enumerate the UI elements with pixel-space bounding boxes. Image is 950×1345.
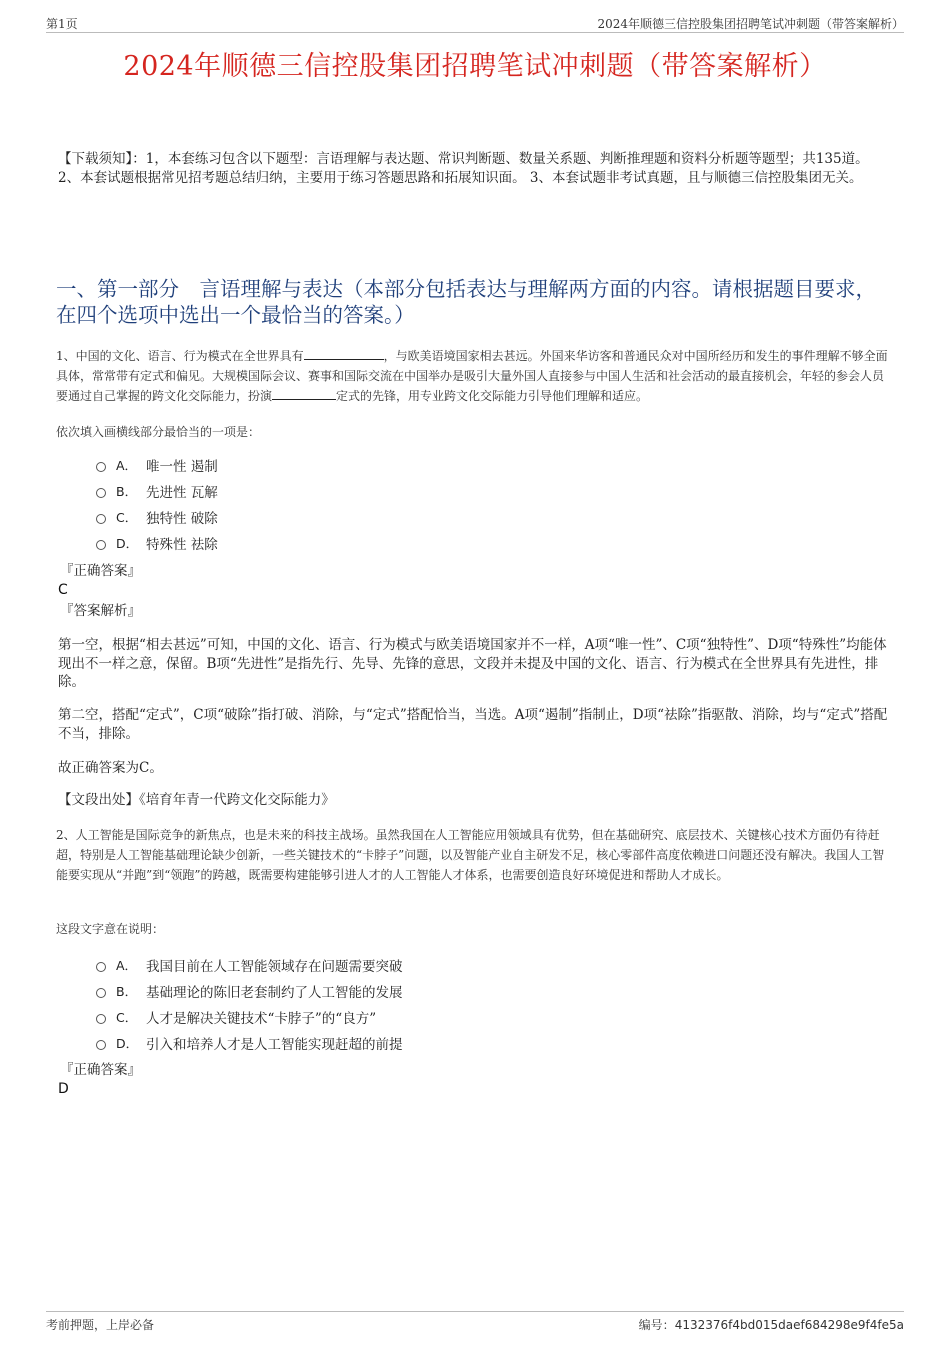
q1-option-c[interactable] xyxy=(96,504,596,530)
option-text: 特殊性 祛除 xyxy=(146,537,218,553)
option-text: 引入和培养人才是人工智能实现赶超的前提 xyxy=(146,1037,403,1053)
q1-option-d[interactable] xyxy=(96,530,596,556)
option-letter: C． xyxy=(116,510,138,525)
section-heading: 一、第一部分 言语理解与表达（本部分包括表达与理解两方面的内容。请根据题目要求，在四个选项中选出一个最恰当的答案。） xyxy=(56,277,876,327)
q1-answer-label: 『正确答案』 xyxy=(60,563,141,579)
q2-option-a[interactable] xyxy=(96,952,596,978)
question-2-prompt: 这段文字意在说明： xyxy=(56,922,165,936)
option-text: 独特性 破除 xyxy=(146,511,218,527)
q1-analysis-p3: 故正确答案为C。 xyxy=(58,760,163,776)
option-text: 人才是解决关键技术“卡脖子”的“良方” xyxy=(146,1011,377,1027)
q1-analysis-label: 『答案解析』 xyxy=(60,603,141,619)
radio-icon[interactable] xyxy=(96,540,106,550)
option-text: 我国目前在人工智能领域存在问题需要突破 xyxy=(146,959,403,975)
page-header xyxy=(46,14,904,33)
radio-icon[interactable] xyxy=(96,988,106,998)
page-footer xyxy=(46,1311,904,1332)
download-notice: 【下载须知】：1，本套练习包含以下题型：言语理解与表达题、常识判断题、数量关系题、判断推理题和资料分析题等题型；共135道。 2、本套试题根据常见招考题总结归纳，主要用于练习答题思路和拓展知识面。 3、本套试题非考试真题，且与顺德三信控股集团无关。 xyxy=(58,151,869,186)
option-text: 唯一性 遏制 xyxy=(146,459,218,475)
q1-analysis-p2: 第二空，搭配“定式”，C项“破除”指打破、消除，与“定式”搭配恰当，当选。A项“遏制”指制止，D项“祛除”指驱散、消除，均与“定式”搭配不当，排除。 xyxy=(58,707,888,742)
q1-text-part1: 1、中国的文化、语言、行为模式在全世界具有 xyxy=(56,349,304,363)
radio-icon[interactable] xyxy=(96,514,106,524)
question-1-prompt: 依次填入画横线部分最恰当的一项是： xyxy=(56,425,261,439)
q1-blank-1 xyxy=(304,347,384,360)
question-2-options xyxy=(96,952,596,1056)
option-letter: D． xyxy=(116,1036,139,1051)
page-number: 第1页 xyxy=(46,17,78,31)
radio-icon[interactable] xyxy=(96,488,106,498)
page-title: 2024年顺德三信控股集团招聘笔试冲刺题（带答案解析） xyxy=(123,51,827,82)
q2-answer-label: 『正确答案』 xyxy=(60,1062,141,1078)
option-text: 先进性 瓦解 xyxy=(146,485,218,501)
q1-source: 【文段出处】《培育年青一代跨文化交际能力》 xyxy=(58,792,335,808)
radio-icon[interactable] xyxy=(96,1040,106,1050)
q1-blank-2 xyxy=(272,387,336,400)
footer-code-value: 4132376f4bd015daef684298e9f4fe5a xyxy=(674,1318,904,1332)
q1-option-b[interactable] xyxy=(96,478,596,504)
option-letter: A． xyxy=(116,458,138,473)
q2-answer: D xyxy=(58,1081,69,1097)
radio-icon[interactable] xyxy=(96,962,106,972)
header-doc-title: 2024年顺德三信控股集团招聘笔试冲刺题（带答案解析） xyxy=(597,17,904,31)
footer-code-label: 编号： xyxy=(638,1318,675,1332)
q1-text-part3: 定式的先锋，用专业跨文化交际能力引导他们理解和适应。 xyxy=(336,389,649,403)
option-letter: D． xyxy=(116,536,139,551)
q2-option-b[interactable] xyxy=(96,978,596,1004)
option-letter: B． xyxy=(116,984,138,999)
q1-text-part2: ，与欧美语境国家相去甚远。外国来华访客和普通民众对中国所经历和发生的事件理解不够全面具体，常常带有定式和偏见。大规模国际会议、赛事和国际交流在中国举办是吸引大量外国人直接参与中国人生活和社会活动的最直接机会，年轻的参会人员要通过自己掌握的跨文化交际能力，扮演 xyxy=(56,349,888,403)
question-2-text: 2、人工智能是国际竞争的新焦点，也是未来的科技主战场。虽然我国在人工智能应用领域具有优势，但在基础研究、底层技术、关键核心技术方面仍有待赶超，特别是人工智能基础理论缺少创新，一些关键技术的“卡脖子”问题，以及智能产业自主研发不足，核心零部件高度依赖进口问题还没有解决。我国人工智能要实现从“并跑”到“领跑”的跨越，既需要构建能够引进人才的人工智能人才体系，也需要创造良好环境促进和帮助人才成长。 xyxy=(56,828,885,882)
footer-code xyxy=(639,1316,904,1333)
q1-option-a[interactable] xyxy=(96,452,596,478)
radio-icon[interactable] xyxy=(96,1014,106,1024)
q2-option-c[interactable] xyxy=(96,1004,596,1030)
q1-analysis-p1: 第一空，根据“相去甚远”可知，中国的文化、语言、行为模式与欧美语境国家并不一样，A项“唯一性”、C项“独特性”、D项“特殊性”均能体现出不一样之意，保留。B项“先进性”是指先行、先导、先锋的意思，文段并未提及中国的文化、语言、行为模式在全世界具有先进性，排除。 xyxy=(58,637,887,690)
radio-icon[interactable] xyxy=(96,462,106,472)
question-1-options xyxy=(96,452,596,556)
q2-option-d[interactable] xyxy=(96,1030,596,1056)
question-1-text xyxy=(56,346,894,406)
footer-slogan: 考前押题，上岸必备 xyxy=(46,1318,155,1332)
option-letter: A． xyxy=(116,958,138,973)
option-text: 基础理论的陈旧老套制约了人工智能的发展 xyxy=(146,985,403,1001)
option-letter: B． xyxy=(116,484,138,499)
option-letter: C． xyxy=(116,1010,138,1025)
q1-answer: C xyxy=(58,582,68,598)
